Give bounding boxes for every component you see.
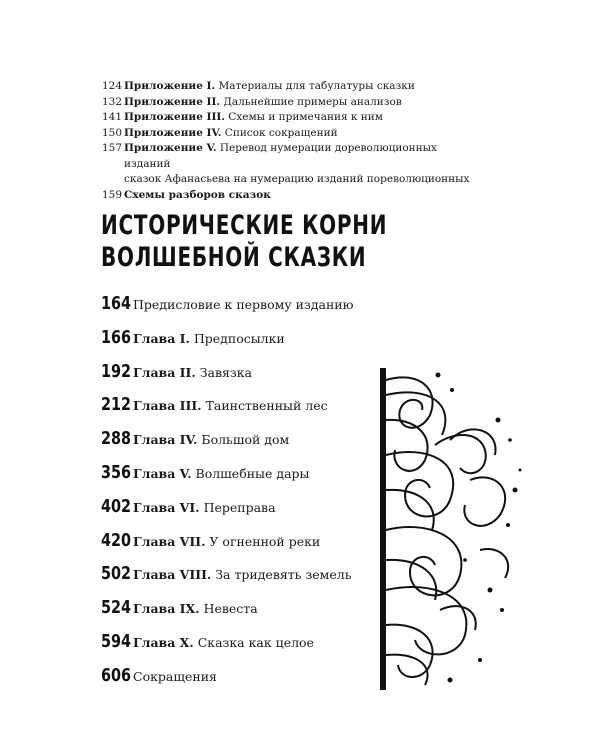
toc-title: Большой дом — [201, 432, 290, 448]
toc-row — [101, 394, 391, 428]
toc-chapter: Приложение IV. — [124, 126, 222, 139]
toc-row — [101, 327, 391, 361]
toc-row — [101, 462, 391, 496]
toc-page-number: 606 — [101, 664, 132, 686]
toc-row — [102, 79, 482, 95]
toc-chapter: Глава III. — [133, 398, 202, 414]
toc-chapter: Глава VII. — [133, 533, 206, 549]
appendix-toc — [102, 79, 482, 203]
toc-page-number: 402 — [101, 495, 132, 517]
toc-chapter: Схемы разборов сказок — [124, 188, 271, 201]
toc-row — [102, 110, 482, 126]
toc-row — [101, 496, 391, 530]
toc-chapter: Глава II. — [133, 364, 196, 380]
toc-row — [101, 665, 391, 699]
toc-page-number: 141 — [102, 111, 123, 123]
toc-row — [101, 361, 391, 395]
decorative-ornament — [380, 360, 530, 700]
toc-page-number: 157 — [102, 142, 123, 154]
ornament-bar — [380, 368, 386, 690]
toc-chapter: Глава V. — [133, 465, 192, 481]
toc-title: Предисловие к первому изданию — [133, 297, 354, 312]
toc-title: Материалы для табулатуры сказки — [218, 80, 415, 92]
ornament-dots — [436, 373, 522, 683]
toc-row — [102, 141, 482, 188]
toc-title: Завязка — [199, 364, 252, 380]
toc-page-number: 159 — [102, 188, 123, 201]
toc-page-number: 164 — [101, 293, 132, 314]
heading-line-2: ВОЛШЕБНОЙ СКАЗКИ — [101, 242, 367, 273]
toc-chapter: Глава I. — [133, 330, 190, 346]
toc-title: Список сокращений — [224, 126, 338, 139]
toc-page-number: 288 — [101, 428, 132, 450]
toc-row — [101, 563, 391, 597]
heading-line-1: ИСТОРИЧЕСКИЕ КОРНИ — [101, 210, 388, 241]
ornament-swirls — [386, 377, 508, 685]
toc-title: Переправа — [203, 499, 276, 515]
toc-page-number: 502 — [101, 563, 132, 585]
toc-title: Дальнейшие примеры анализов — [223, 95, 402, 108]
toc-chapter: Приложение II. — [124, 95, 221, 108]
toc-page-number: 132 — [102, 95, 123, 108]
toc-title: Предпосылки — [193, 330, 285, 346]
toc-row — [101, 530, 391, 564]
chapter-toc — [101, 293, 391, 699]
toc-title: Перевод нумерации дореволюционных изданий — [124, 142, 437, 170]
toc-title: Таинственный лес — [205, 398, 328, 414]
toc-page-number: 150 — [102, 126, 123, 139]
toc-page-number: 524 — [101, 597, 132, 619]
toc-page-number: 124 — [102, 80, 123, 92]
toc-title: Волшебные дары — [195, 465, 310, 481]
toc-page-number: 166 — [101, 326, 132, 348]
toc-chapter: Глава VI. — [133, 499, 200, 515]
toc-title: Схемы и примечания к ним — [228, 111, 383, 123]
toc-title: Сказка как целое — [197, 634, 314, 650]
toc-chapter: Приложение III. — [124, 111, 225, 123]
toc-chapter: Приложение I. — [124, 80, 216, 92]
toc-row — [102, 126, 482, 142]
toc-title-continued: сказок Афанасьева на нумерацию изданий пореволюционных — [124, 173, 470, 185]
toc-page-number: 212 — [101, 394, 132, 416]
toc-page-number: 192 — [101, 360, 132, 382]
toc-title: Невеста — [203, 601, 258, 617]
toc-row — [102, 188, 482, 204]
toc-title: За тридевять земель — [215, 567, 352, 583]
toc-chapter: Глава VIII. — [133, 567, 212, 583]
toc-page-number: 356 — [101, 461, 132, 483]
toc-page-number: 594 — [101, 630, 132, 652]
toc-chapter: Глава IX. — [133, 601, 200, 617]
toc-row — [101, 428, 391, 462]
toc-page-number: 420 — [101, 529, 132, 551]
toc-row — [102, 95, 482, 111]
section-heading — [101, 210, 387, 274]
toc-title: Сокращения — [133, 668, 217, 684]
toc-row — [101, 631, 391, 665]
toc-chapter: Приложение V. — [124, 142, 217, 154]
toc-chapter: Глава X. — [133, 634, 194, 650]
toc-row — [101, 293, 391, 327]
toc-row — [101, 597, 391, 631]
toc-title: У огненной реки — [209, 533, 321, 549]
toc-chapter: Глава IV. — [133, 432, 198, 448]
